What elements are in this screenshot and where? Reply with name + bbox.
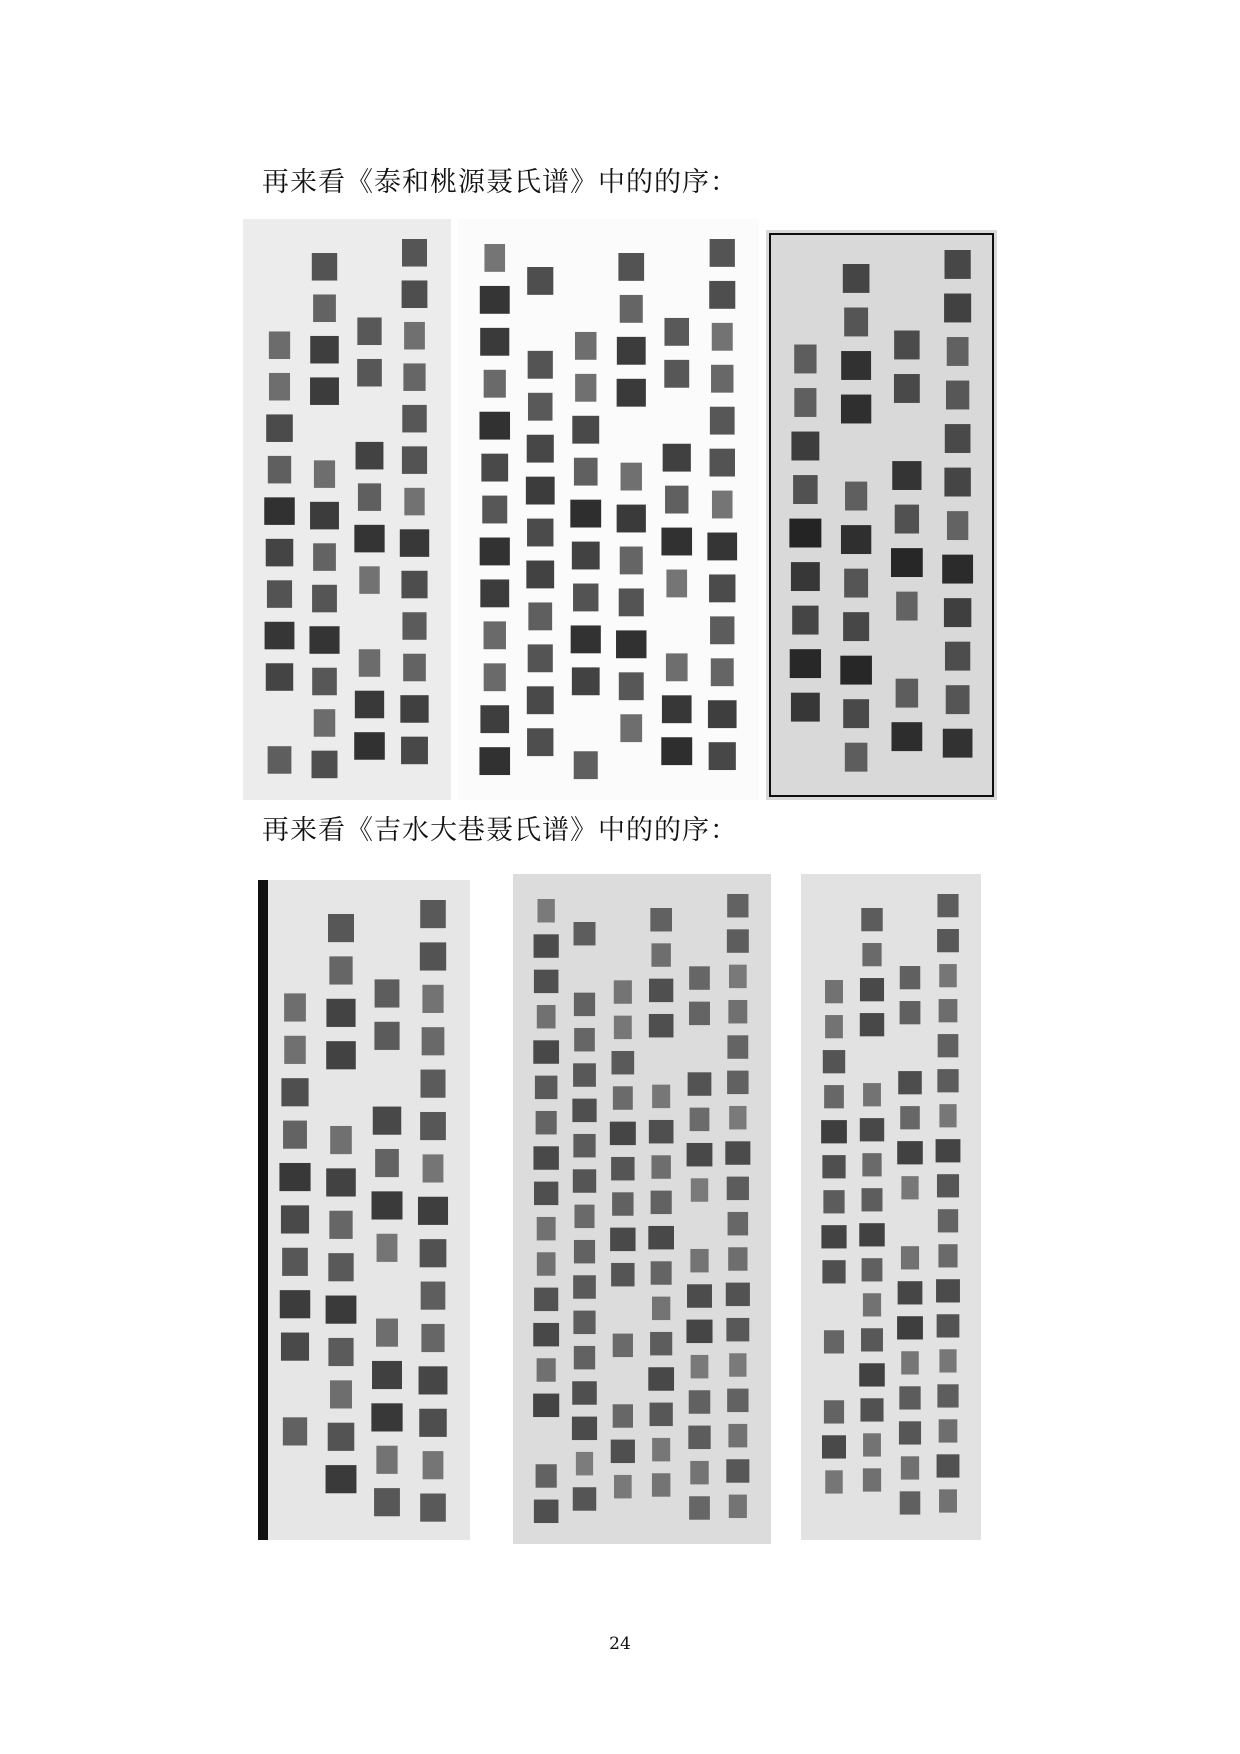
scan-jishui-epitaph-page: [801, 874, 981, 1540]
scan-jishui-new-preface: [258, 880, 470, 1540]
caption-taihe-preface: 再来看《泰和桃源聂氏谱》中的的序：: [262, 167, 738, 198]
scan-taihe-old-preface-2: [243, 219, 451, 800]
scan-taihe-old-preface-3: [458, 219, 759, 800]
caption-jishui-preface: 再来看《吉水大巷聂氏谱》中的的序：: [262, 815, 738, 846]
page-number: 24: [609, 1634, 631, 1654]
scan-taihe-preface-continuation: [766, 230, 997, 800]
scan-jishui-preface-body: [513, 874, 771, 1544]
